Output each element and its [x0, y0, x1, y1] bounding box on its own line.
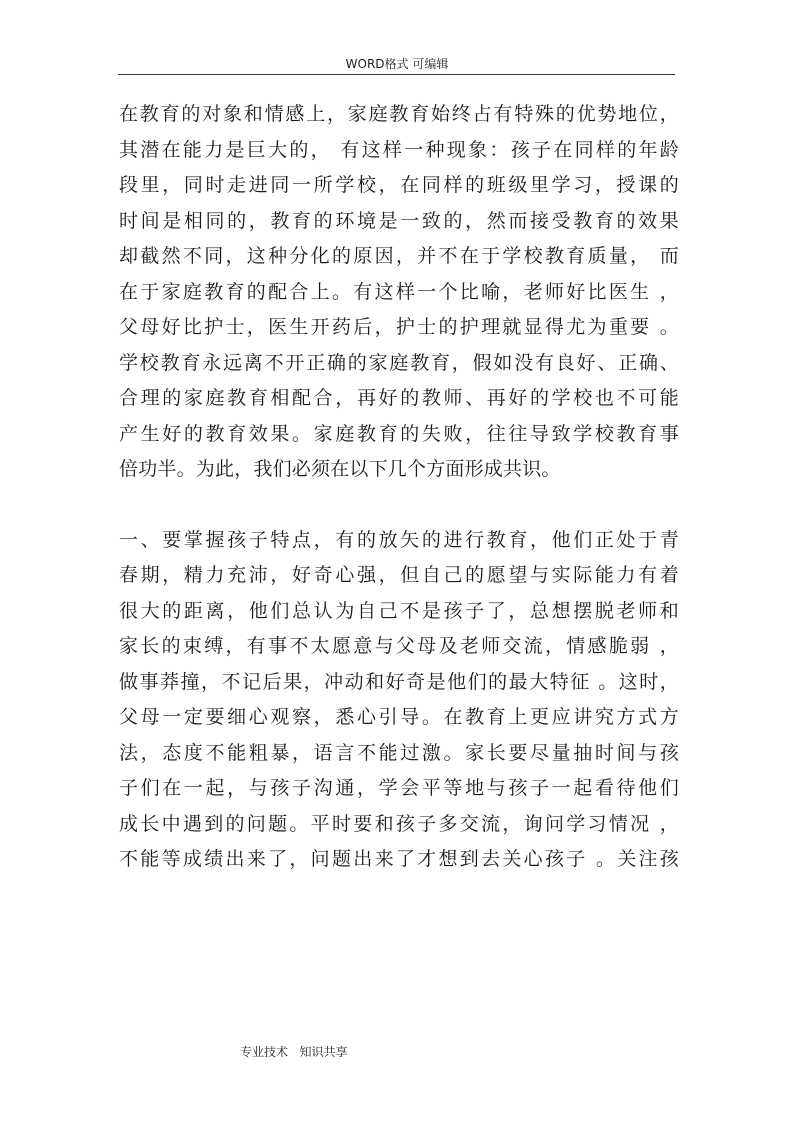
page-header: WORD格式 可编辑 — [345, 57, 449, 71]
text-line: 倍功半。为此，我们必须在以下几个方面形成共识。 — [119, 458, 561, 480]
text-line: 法，态度不能粗暴，语言不能过激。家长要尽量抽时间与孩 — [119, 741, 679, 764]
paragraph-section-one — [119, 523, 679, 878]
text-line: 父母好比护士，医生开药后，护士的护理就显得尤为重要 。 — [119, 316, 679, 338]
text-line: 段里，同时走进同一所学校，在同样的班级里学习，授课的 — [119, 174, 679, 196]
document-body — [119, 97, 679, 878]
text-line: 很大的距离，他们总认为自己不是孩子了，总想摆脱老师和 — [119, 599, 679, 622]
paragraph-spacer — [119, 488, 679, 523]
text-line: 不能等成绩出来了，问题出来了才想到去关心孩子 。关注孩 — [119, 848, 679, 870]
text-line: 其潜在能力是巨大的， 有这样一种现象：孩子在同样的年龄 — [119, 138, 679, 161]
text-line: 在教育的对象和情感上，家庭教育始终占有特殊的优势地位， — [119, 103, 679, 125]
text-line: 产生好的教育效果。家庭教育的失败，往往导致学校教育事 — [119, 422, 679, 445]
text-line: 一、要掌握孩子特点，有的放矢的进行教育，他们正处于青 — [119, 528, 679, 551]
text-line: 家长的束缚，有事不太愿意与父母及老师交流，情感脆弱 ， — [119, 635, 679, 657]
paragraph-intro — [119, 97, 679, 488]
text-line: 合理的家庭教育相配合，再好的教师、再好的学校也不可能 — [119, 387, 679, 409]
header-divider — [118, 74, 675, 75]
text-line: 子们在一起，与孩子沟通，学会平等地与孩子一起看待他们 — [119, 777, 679, 799]
text-line: 学校教育永远离不开正确的家庭教育，假如没有良好、正确、 — [119, 351, 679, 374]
text-line: 在于家庭教育的配合上。有这样一个比喻，老师好比医生 ， — [119, 280, 679, 303]
page-footer: 专业技术 知识共享 — [240, 1045, 348, 1059]
text-line: 成长中遇到的问题。平时要和孩子多交流，询问学习情况 ， — [119, 812, 679, 835]
text-line: 春期，精力充沛，好奇心强，但自己的愿望与实际能力有着 — [119, 564, 679, 586]
text-line: 做事莽撞，不记后果，冲动和好奇是他们的最大特征 。这时， — [119, 670, 679, 693]
text-line: 父母一定要细心观察，悉心引导。在教育上更应讲究方式方 — [119, 706, 679, 728]
text-line: 时间是相同的，教育的环境是一致的，然而接受教育的效果 — [119, 209, 679, 232]
text-line: 却截然不同，这种分化的原因，并不在于学校教育质量， 而 — [119, 245, 679, 267]
